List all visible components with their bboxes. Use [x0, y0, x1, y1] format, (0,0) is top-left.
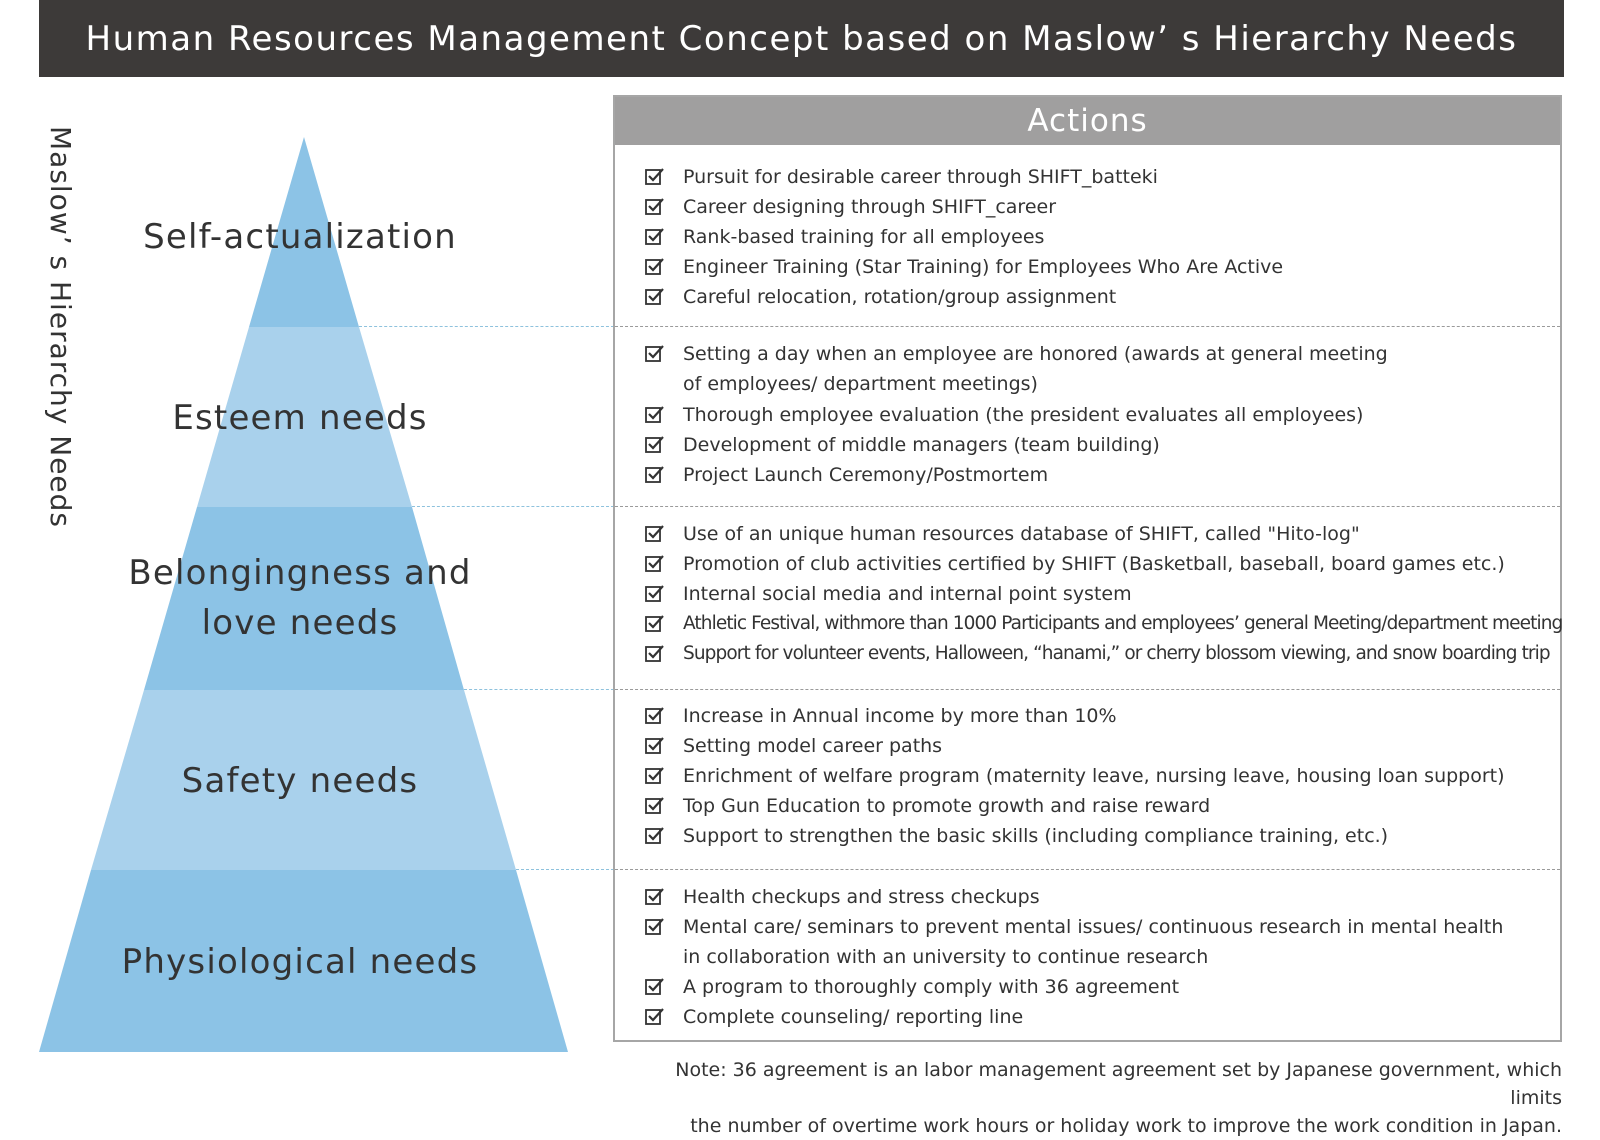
- list-item: Enrichment of welfare program (maternity leave, nursing leave, housing loan support): [645, 761, 1553, 791]
- section-divider: [615, 689, 1560, 690]
- list-item: Support to strengthen the basic skills (including compliance training, etc.): [645, 821, 1553, 851]
- list-item: Setting model career paths: [645, 731, 1553, 761]
- list-item: Thorough employee evaluation (the president evaluates all employees): [645, 400, 1553, 430]
- side-label: Maslow’ s Hierarchy Needs: [44, 126, 77, 529]
- level-divider: [359, 326, 614, 327]
- section-divider: [615, 326, 1560, 327]
- list-item: Mental care/ seminars to prevent mental issues/ continuous research in mental health in collaboration with an university to continue research: [645, 912, 1513, 972]
- list-item: A program to thoroughly comply with 36 agreement: [645, 972, 1553, 1002]
- footnote: Note: 36 agreement is an labor management agreement set by Japanese government, which limits the number of overtime work hours or holiday work to improve the work condition in Japan.: [675, 1059, 1562, 1137]
- section-divider: [615, 506, 1560, 507]
- checkbox-checked-icon: [645, 192, 667, 222]
- level-label-safety: Safety needs: [181, 761, 419, 801]
- section-divider: [615, 869, 1560, 870]
- checkbox-checked-icon: [645, 882, 667, 912]
- list-item: Top Gun Education to promote growth and raise reward: [645, 791, 1553, 821]
- list-item: Promotion of club activities certified by SHIFT (Basketball, baseball, board games etc.): [645, 549, 1553, 579]
- checkbox-checked-icon: [645, 339, 667, 369]
- level-label-self-actualization: Self-actualization: [143, 217, 457, 257]
- list-item: Complete counseling/ reporting line: [645, 1002, 1553, 1032]
- checkbox-checked-icon: [645, 731, 667, 761]
- checkbox-checked-icon: [645, 430, 667, 460]
- checkbox-checked-icon: [645, 282, 667, 312]
- checkbox-checked-icon: [645, 162, 667, 192]
- list-item: Athletic Festival, withmore than 1000 Participants and employees’ general Meeting/department meeting: [645, 609, 1553, 639]
- checkbox-checked-icon: [645, 639, 667, 669]
- list-item: Project Launch Ceremony/Postmortem: [645, 460, 1553, 490]
- level-divider: [516, 869, 614, 870]
- checkbox-checked-icon: [645, 460, 667, 490]
- list-item: Engineer Training (Star Training) for Employees Who Are Active: [645, 252, 1553, 282]
- list-item: Support for volunteer events, Halloween, “hanami,” or cherry blossom viewing, and snow boarding trip: [645, 639, 1553, 669]
- level-label-belongingness: Belongingness and love needs: [128, 553, 472, 643]
- level-label-esteem: Esteem needs: [172, 398, 428, 438]
- checkbox-checked-icon: [645, 1002, 667, 1032]
- checkbox-checked-icon: [645, 912, 667, 942]
- checkbox-checked-icon: [645, 609, 667, 639]
- actions-panel: [613, 95, 1562, 1042]
- checkbox-checked-icon: [645, 252, 667, 282]
- list-item: Careful relocation, rotation/group assignment: [645, 282, 1553, 312]
- list-item: Pursuit for desirable career through SHIFT_batteki: [645, 162, 1553, 192]
- list-item: Use of an unique human resources database of SHIFT, called "Hito-log": [645, 519, 1553, 549]
- checkbox-checked-icon: [645, 549, 667, 579]
- checkbox-checked-icon: [645, 400, 667, 430]
- checkbox-checked-icon: [645, 791, 667, 821]
- level-label-physiological: Physiological needs: [121, 942, 479, 982]
- checkbox-checked-icon: [645, 222, 667, 252]
- list-item: Rank-based training for all employees: [645, 222, 1553, 252]
- list-item: Setting a day when an employee are honored (awards at general meeting of employees/ department meetings): [645, 339, 1403, 399]
- checkbox-checked-icon: [645, 701, 667, 731]
- list-item: Career designing through SHIFT_career: [645, 192, 1553, 222]
- actions-header: Actions: [615, 97, 1560, 145]
- checkbox-checked-icon: [645, 579, 667, 609]
- level-divider: [464, 689, 614, 690]
- hierarchy-pyramid: [0, 0, 600, 1060]
- checkbox-checked-icon: [645, 519, 667, 549]
- list-item: Internal social media and internal point system: [645, 579, 1553, 609]
- checkbox-checked-icon: [645, 821, 667, 851]
- checkbox-checked-icon: [645, 761, 667, 791]
- checkbox-checked-icon: [645, 972, 667, 1002]
- list-item: Development of middle managers (team building): [645, 430, 1553, 460]
- list-item: Increase in Annual income by more than 10%: [645, 701, 1553, 731]
- level-divider: [412, 506, 614, 507]
- list-item: Health checkups and stress checkups: [645, 882, 1553, 912]
- page-title: Human Resources Management Concept based on Maslow’ s Hierarchy Needs: [39, 0, 1564, 77]
